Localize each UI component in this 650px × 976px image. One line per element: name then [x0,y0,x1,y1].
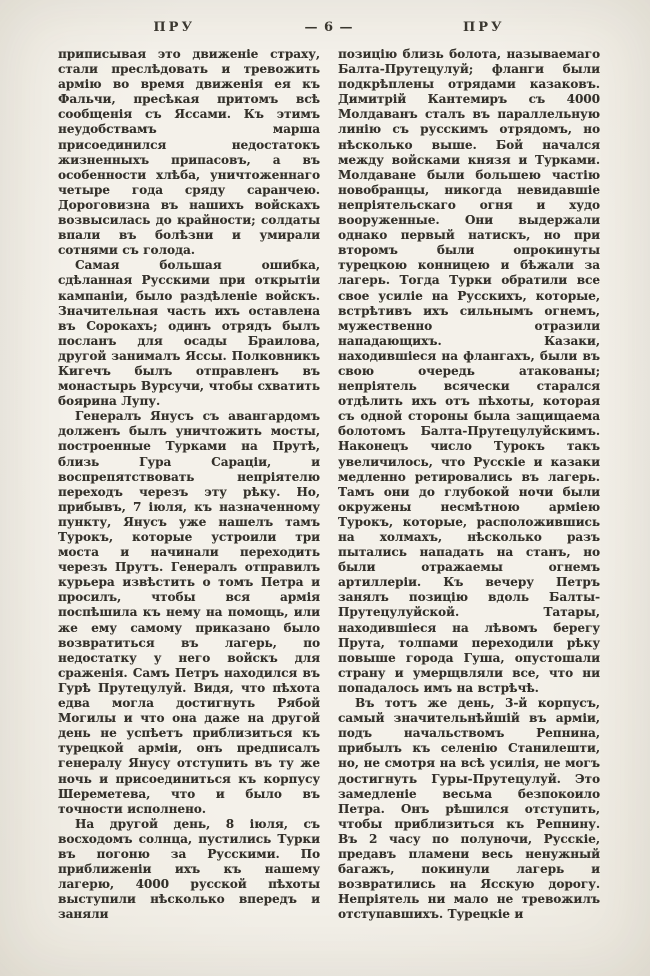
running-head-right: ПРУ [462,20,505,35]
paragraph: Самая большая ошибка, сдѣланная Русскими при открытіи кампаніи, было раздѣленіе войскъ. Значительная часть ихъ оставлена въ Сорокахъ; одинъ отрядъ былъ посланъ для осады Браилова, другой занималъ Яссы. Полковникъ Кигечъ былъ отправленъ въ монастырь Вурсучи, чтобы схватить боярина Лупу. [58,258,320,409]
paragraph: приписывая это движеніе страху, стали преслѣдовать и тревожить армію во время движенія ея къ Фальчи, пресѣкая притомъ всѣ сообщенія съ Яссами. Къ этимъ неудобствамъ марша присоединился недостатокъ жизненныхъ припасовъ, а въ особенности хлѣба, уничтоженнаго четыре года сряду саранчею. Дороговизна въ нашихъ войскахъ возвысилась до крайности; солдаты впали въ болѣзни и умирали сотнями съ голода. [58,47,320,258]
paragraph: Генералъ Янусъ съ авангардомъ долженъ былъ уничтожить мосты, построенные Турками на Прутѣ, близь Гура Сараціи, и воспрепятствовать непріятелю переходъ черезъ эту рѣку. Но, прибывъ, 7 іюля, къ назначенному пункту, Янусъ уже нашелъ тамъ Турокъ, которые устроили три моста и начинали переходить черезъ Прутъ. Генералъ отправилъ курьера извѣстить о томъ Петра и просилъ, чтобы вся армія поспѣшила къ нему на помощь, или же ему самому приказано было возвратиться въ лагерь, по недостатку у него войскъ для сраженія. Самъ Петръ находился въ Гурѣ Прутецулуй. Видя, что пѣхота едва могла достигнуть Рябой Могилы и что она даже на другой день не успѣетъ приблизиться къ турецкой арміи, онъ предписалъ генералу Янусу отступить въ ту же ночь и присоединиться къ корпусу Шереметева, что и было въ точности исполнено. [58,409,320,816]
left-column [58,47,320,922]
running-head-left: ПРУ [153,20,196,35]
text-columns [58,47,600,922]
paragraph: Въ тотъ же день, 3-й корпусъ, самый значительнѣйшій въ арміи, подъ начальствомъ Репнина, прибылъ къ селенію Станилешти, но, не смотря на всѣ усилія, не могъ достигнуть Гуры-Прутецулуй. Это замедленіе весьма безпокоило Петра. Онъ рѣшился отступить, чтобы приблизиться къ Репнину. Въ 2 часу по полуночи, Русскіе, предавъ пламени весь ненужный багажъ, покинули лагерь и возвратились на Ясскую дорогу. Непріятель ни мало не тревожилъ отступавшихъ. Турецкіе и [338,696,600,922]
page-header [58,20,600,35]
page-number: — 6 — [304,20,354,35]
paragraph: На другой день, 8 іюля, съ восходомъ солнца, пустились Турки въ погоню за Русскими. По приближеніи ихъ къ нашему лагерю, 4000 русской пѣхоты выступили нѣсколько впередъ и заняли [58,816,320,922]
right-column [338,47,600,922]
paragraph: позицію близь болота, называемаго Балта-Прутецулуй; фланги были подкрѣплены отрядами казаковъ. Димитрій Кантемиръ съ 4000 Молдаванъ сталъ въ параллельную линію съ русскимъ отрядомъ, но нѣсколько выше. Бой начался между войсками князя и Турками. Молдаване были большею частію новобранцы, никогда невидавшіе непріятельскаго огня и худо вооруженные. Они выдержали однако первый натискъ, но при второмъ были опрокинуты турецкою конницею и бѣжали за лагерь. Тогда Турки обратили все свое усиліе на Русскихъ, которые, встрѣтивъ ихъ сильнымъ огнемъ, мужественно отразили нападающихъ. Казаки, находившіеся на флангахъ, были въ свою очередь атакованы; непріятель всячески старался отдѣлить ихъ отъ пѣхоты, которая съ одной стороны была защищаема болотомъ Балта-Прутецулуйскимъ. Наконецъ число Турокъ такъ увеличилось, что Русскіе и казаки медленно ретировались въ лагерь. Тамъ они до глубокой ночи были окружены несмѣтною арміею Турокъ, которые, расположившись на холмахъ, нѣсколько разъ пытались нападать на станъ, но были отражаемы огнемъ артиллеріи. Къ вечеру Петръ занялъ позицію вдоль Балты-Прутецулуйской. Татары, находившіеся на лѣвомъ берегу Прута, толпами переходили рѣку повыше города Гуша, опустошали страну и умерщвляли все, что ни попадалось имъ на встрѣчѣ. [338,47,600,695]
